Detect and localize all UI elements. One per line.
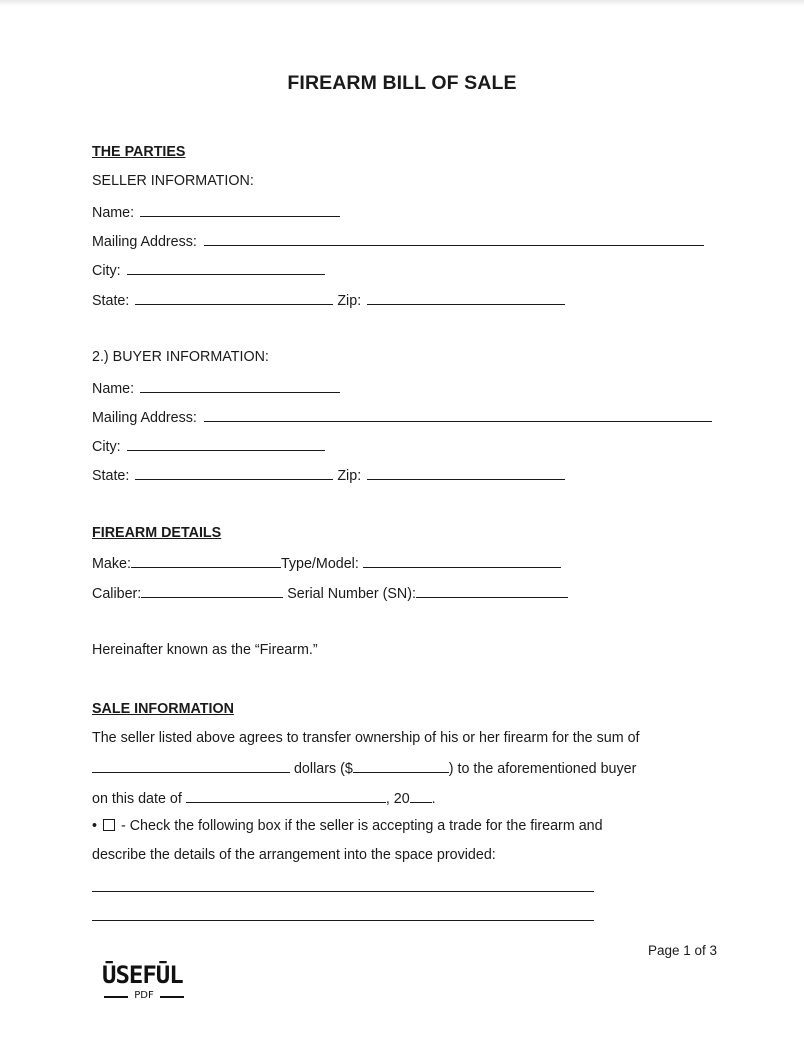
firearm-details-heading: FIREARM DETAILS bbox=[92, 525, 222, 541]
buyer-name-field[interactable] bbox=[140, 378, 340, 393]
sale-date-row bbox=[92, 788, 436, 808]
trade-text: - Check the following box if the seller is accepting a trade for the firearm and bbox=[120, 818, 603, 834]
buyer-address-field[interactable] bbox=[204, 407, 712, 422]
seller-state-field[interactable] bbox=[135, 290, 333, 305]
buyer-zip-field[interactable] bbox=[367, 465, 565, 480]
seller-name-row bbox=[92, 202, 340, 222]
type-model-label: Type/Model: bbox=[280, 556, 359, 572]
buyer-text: ) to the aforementioned buyer bbox=[448, 761, 637, 777]
year-field[interactable] bbox=[410, 788, 432, 803]
logo-wordmark: ŪSEFŪL bbox=[102, 961, 183, 989]
buyer-address-row bbox=[92, 407, 712, 427]
year-prefix: , 20 bbox=[385, 791, 410, 807]
seller-city-label: City: bbox=[92, 263, 121, 279]
seller-name-label: Name: bbox=[92, 205, 135, 221]
buyer-address-label: Mailing Address: bbox=[92, 410, 197, 426]
dollars-label: dollars ($ bbox=[293, 761, 353, 777]
serial-number-label: Serial Number (SN): bbox=[287, 586, 416, 602]
seller-info-heading: SELLER INFORMATION: bbox=[92, 173, 254, 189]
caliber-field[interactable] bbox=[141, 583, 283, 598]
trade-row bbox=[92, 817, 603, 835]
buyer-state-label: State: bbox=[92, 468, 130, 484]
seller-address-label: Mailing Address: bbox=[92, 234, 197, 250]
date-label: on this date of bbox=[92, 791, 182, 807]
buyer-state-row bbox=[92, 465, 565, 485]
seller-city-row bbox=[92, 260, 325, 280]
sale-terms-line1: The seller listed above agrees to transfer ownership of his or her firearm for the sum of bbox=[92, 730, 640, 746]
sale-information-heading: SALE INFORMATION bbox=[92, 701, 234, 717]
trade-details-line-1[interactable] bbox=[92, 891, 594, 892]
buyer-zip-label: Zip: bbox=[337, 468, 362, 484]
seller-zip-label: Zip: bbox=[337, 293, 362, 309]
caliber-label: Caliber: bbox=[92, 586, 142, 602]
seller-state-row bbox=[92, 290, 565, 310]
seller-city-field[interactable] bbox=[127, 260, 325, 275]
trade-details-line-2[interactable] bbox=[92, 920, 594, 921]
logo-subtext: PDF bbox=[102, 990, 186, 1002]
bullet: • bbox=[92, 818, 98, 834]
make-model-row bbox=[92, 553, 561, 573]
amount-number-field[interactable] bbox=[353, 758, 449, 773]
document-title: FIREARM BILL OF SALE bbox=[287, 72, 517, 94]
trade-checkbox[interactable] bbox=[103, 819, 115, 831]
page-number: Page 1 of 3 bbox=[648, 943, 718, 958]
type-model-field[interactable] bbox=[363, 553, 561, 568]
buyer-info-heading: 2.) BUYER INFORMATION: bbox=[92, 349, 269, 365]
serial-number-field[interactable] bbox=[416, 583, 568, 598]
make-field[interactable] bbox=[131, 553, 281, 568]
amount-words-field[interactable] bbox=[92, 758, 290, 773]
seller-name-field[interactable] bbox=[140, 202, 340, 217]
seller-address-row bbox=[92, 231, 704, 251]
hereinafter-text: Hereinafter known as the “Firearm.” bbox=[92, 642, 318, 658]
seller-zip-field[interactable] bbox=[367, 290, 565, 305]
buyer-city-field[interactable] bbox=[127, 436, 325, 451]
seller-state-label: State: bbox=[92, 293, 130, 309]
buyer-name-row bbox=[92, 378, 340, 398]
usefulpdf-logo bbox=[102, 962, 188, 1004]
buyer-state-field[interactable] bbox=[135, 465, 333, 480]
date-field[interactable] bbox=[186, 788, 386, 803]
parties-heading: THE PARTIES bbox=[92, 144, 186, 160]
seller-address-field[interactable] bbox=[204, 231, 704, 246]
trade-text-line2: describe the details of the arrangement into the space provided: bbox=[92, 847, 496, 863]
buyer-name-label: Name: bbox=[92, 381, 135, 397]
buyer-city-label: City: bbox=[92, 439, 121, 455]
page-top-shadow bbox=[0, 0, 804, 6]
caliber-serial-row bbox=[92, 583, 568, 603]
buyer-city-row bbox=[92, 436, 325, 456]
year-suffix: . bbox=[431, 791, 436, 807]
sale-amount-row bbox=[92, 758, 636, 778]
make-label: Make: bbox=[92, 556, 131, 572]
